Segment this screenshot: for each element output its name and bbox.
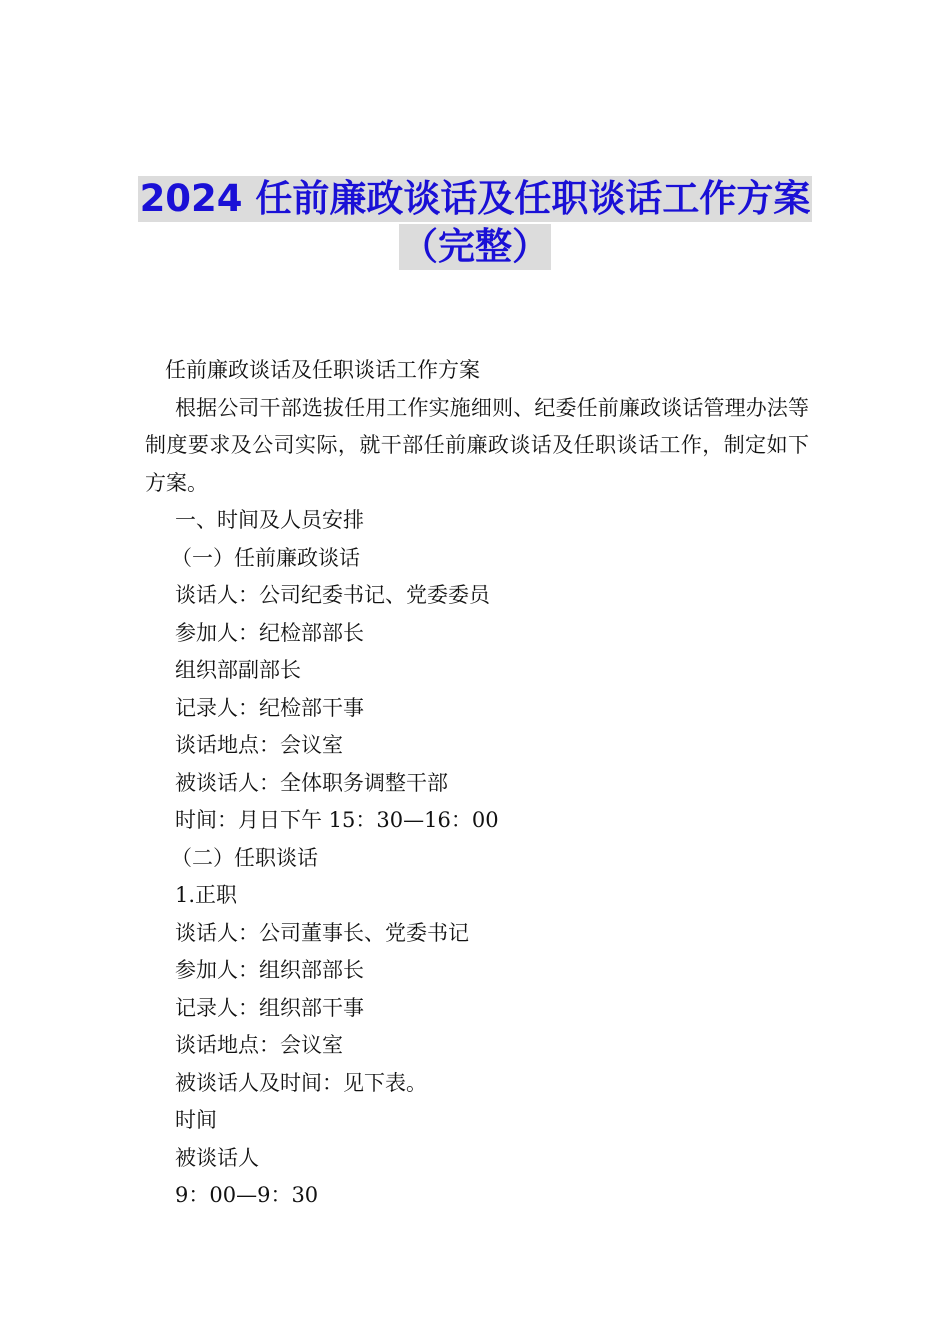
table-header-interviewee: 被谈话人	[175, 1145, 259, 1170]
sub1-participants-2: 组织部副部长	[175, 658, 301, 682]
table-header-time: 时间	[175, 1108, 217, 1132]
intro-paragraph: 根据公司干部选拔任用工作实施细则、纪委任前廉政谈话管理办法等制度要求及公司实际，就干部任前廉政谈话及任职谈话工作，制定如下方案。	[145, 395, 809, 495]
section-heading: 任前廉政谈话及任职谈话工作方案	[165, 358, 480, 382]
sub1-location: 谈话地点：会议室	[175, 733, 343, 757]
sub2-interviewees-time: 被谈话人及时间：见下表。	[175, 1070, 427, 1095]
sub1-participants: 参加人：纪检部部长	[175, 620, 364, 645]
sub2-talker: 谈话人：公司董事长、党委书记	[175, 920, 469, 945]
subsection-2-heading: （二）任职谈话	[171, 845, 318, 870]
sub2-location: 谈话地点：会议室	[175, 1033, 343, 1057]
sub1-interviewees: 被谈话人：全体职务调整干部	[175, 770, 448, 795]
sub2-participants: 参加人：组织部部长	[175, 958, 364, 982]
sub1-time: 时间：月日下午 15：30—16：00	[175, 808, 499, 832]
title-line-2: （完整）	[401, 225, 549, 268]
title-line-1: 2024 任前廉政谈话及任职谈话工作方案	[139, 177, 811, 220]
sub1-recorder: 记录人：纪检部干事	[175, 695, 364, 720]
section-1-heading: 一、时间及人员安排	[175, 508, 364, 532]
document-title	[0, 176, 950, 270]
sub1-talker: 谈话人：公司纪委书记、党委委员	[175, 583, 490, 607]
sub2-recorder: 记录人：组织部干事	[175, 995, 364, 1020]
subsection-1-heading: （一）任前廉政谈话	[171, 545, 360, 570]
table-row-1-time: 9：00—9：30	[175, 1183, 319, 1207]
sub2-item-1: 1.正职	[175, 883, 238, 907]
document-body	[145, 352, 809, 1215]
